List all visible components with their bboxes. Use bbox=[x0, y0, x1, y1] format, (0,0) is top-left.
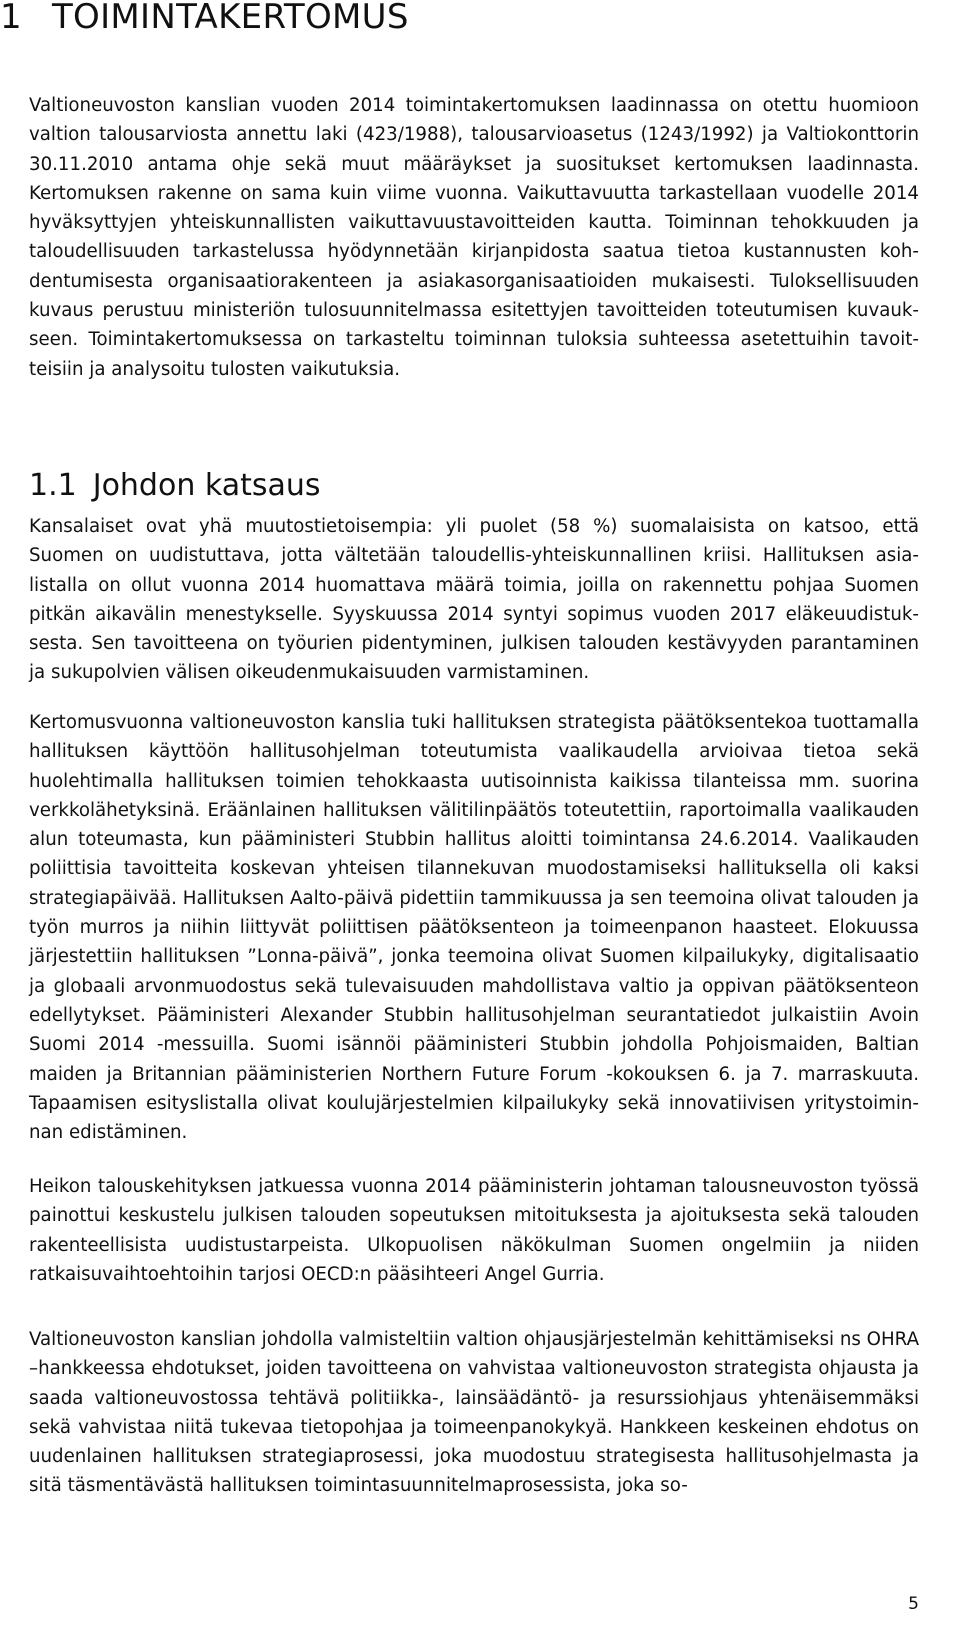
body-paragraph: Valtioneuvoston kanslian johdolla valmisteltiin valtion ohjausjärjestelmän kehittämiseksi ns OHRA –hankkeessa ehdotukset, joiden tavoitteena on vahvistaa valtioneuvoston strategista ohjausta ja saada valtioneuvostossa tehtävä politiikka-, lainsäädäntö- ja resurssiohjaus yhtenäisemmäksi sekä vahvistaa niitä tukevaa tietopohjaa ja toimeenpanokykyä. Hankkeen keskeinen ehdotus on uudenlainen hallituksen strategiaprosessi, joka muodostuu strategisesta hallitusohjelmasta ja sitä täsmentävästä hallituksen toimintasuunnitelmaprosessista, joka so- bbox=[29, 1329, 920, 1497]
body-paragraph: Kansalaiset ovat yhä muutostietoisempia: yli puolet (58 %) suomalaisista on katsoo, että Suomen on uudistuttava, jotta vältetään taloudellis-yhteiskunnallinen kriisi. Hallituksen asialistalla on ollut vuonna 2014 huomattava määrä toimia, joilla on rakennettu pohjaa Suomen pitkän aikavälin menestykselle. Syyskuussa 2014 syntyi sopimus vuoden 2017 eläkeuudistuksesta. Sen tavoitteena on työurien pidentyminen, julkisen talouden kestävyyden parantaminen ja sukupolvien välisen oikeudenmukaisuuden varmistaminen. bbox=[29, 516, 919, 684]
chapter-heading bbox=[0, 0, 409, 37]
intro-paragraph: Valtioneuvoston kanslian vuoden 2014 toimintakertomuksen laadinnassa on otettu huomioon valtion talousarviosta annettu laki (423/1988), talousarvioasetus (1243/1992) ja Valtiokonttorin 30.11.2010 antama ohje sekä muut määräykset ja suositukset kertomuksen laadinnasta. Kertomuksen rakenne on sama kuin viime vuonna. Vaikuttavuutta tarkastellaan vuodelle 2014 hyväksyttyjen yhteiskunnallisten vaikuttavuustavoitteiden kautta. Toiminnan tehokkuuden ja taloudellisuuden tarkastelussa hyödynnetään kirjanpidosta saatua tietoa kustannusten kohdentumisesta organisaatiorakenteen ja asiakasorganisaatioiden mukaisesti. Tuloksellisuuden kuvaus perustuu ministeriön tulosuunnitelmassa esitettyjen tavoitteiden toteutumisen kuvaukseen. Toimintakertomuksessa on tarkasteltu toiminnan tuloksia suhteessa asetettuihin tavoitteisiin ja analysoitu tulosten vaikutuksia. bbox=[29, 95, 919, 380]
page-number: 5 bbox=[908, 1594, 919, 1614]
body-paragraph: Kertomusvuonna valtioneuvoston kanslia tuki hallituksen strategista päätöksentekoa tuottamalla hallituksen käyttöön hallitusohjelman toteutumista vaalikaudella arvioivaa tietoa sekä huolehtimalla hallituksen toimien tehokkaasta uutisoinnista kaikissa tilanteissa mm. suorina verkkolähetyksinä. Eräänlainen hallituksen välitilinpäätös toteutettiin, raportoimalla vaalikauden alun toteumasta, kun pääministeri Stubbin hallitus aloitti toimintansa 24.6.2014. Vaalikauden poliittisia tavoitteita koskevan yhteisen tilannekuvan muodostamiseksi hallituksella oli kaksi strategiapäivää. Hallituksen Aalto-päivä pidettiin tammikuussa ja sen teemoina olivat talouden ja työn murros ja niihin liittyvät poliittisen päätöksenteon ja toimeenpanon haasteet. Elokuussa järjestettiin hallituksen ”Lonna-päivä”, jonka teemoina olivat Suomen kilpailukyky, digitalisaatio ja globaali arvonmuodostus sekä tulevaisuuden mahdollistava valtio ja oppivan päätöksenteon edellytykset. Pääministeri Alexander Stubbin hallitusohjelman seurantatiedot julkaistiin Avoin Suomi 2014 -messuilla. Suomi isännöi pääministeri Stubbin johdolla Pohjoismaiden, Baltian maiden ja Britannian pääministerien Northern Future Forum -kokouksen 6. ja 7. marraskuuta. Tapaamisen esityslistalla olivat koulujärjestelmien kilpailukyky sekä innovatiivisen yritystoiminnan edistäminen. bbox=[29, 712, 919, 1144]
section-heading bbox=[29, 466, 321, 506]
body-paragraph: Heikon talouskehityksen jatkuessa vuonna 2014 pääministerin johtaman talousneuvoston työssä painottui keskustelu julkisen talouden sopeutuksen mitoituksesta ja ajoituksesta sekä talouden rakenteellisista uudistustarpeista. Ulkopuolisen näkökulman Suomen ongelmiin ja niiden ratkaisuvaihtoehtoihin tarjosi OECD:n pääsihteeri Angel Gurria. bbox=[29, 1176, 919, 1285]
chapter-number: 1 bbox=[0, 0, 22, 37]
chapter-title: TOIMINTAKERTOMUS bbox=[51, 0, 409, 37]
section-title: Johdon katsaus bbox=[92, 468, 321, 503]
section-number: 1.1 bbox=[29, 468, 77, 503]
